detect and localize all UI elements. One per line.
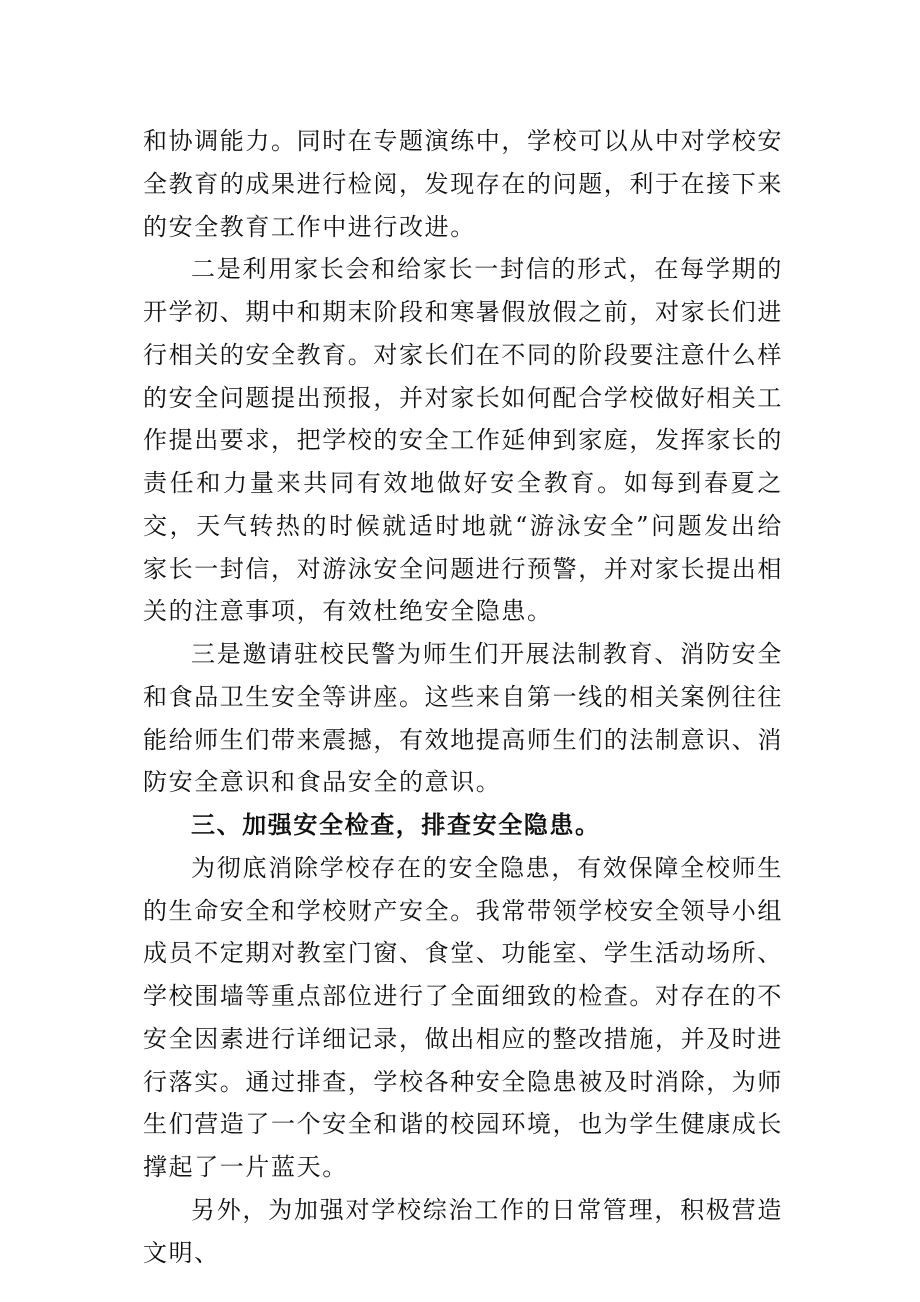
paragraph-additional: 另外，为加强对学校综治工作的日常管理，积极营造文明、 <box>143 1195 783 1267</box>
paragraph-parent-meeting: 二是利用家长会和给家长一封信的形式，在每学期的开学初、期中和期末阶段和寒暑假放假之前，对家长们进行相关的安全教育。对家长们在不同的阶段要注意什么样的安全问题提出预报，并对家长如何配合学校做好相关工作提出要求，把学校的安全工作延伸到家庭，发挥家长的责任和力量来共同有效地做好安全教育。如每到春夏之交，天气转热的时候就适时地就“游泳安全”问题发出给家长一封信，对游泳安全问题进行预警，并对家长提出相关的注意事项，有效杜绝安全隐患。 <box>143 255 783 626</box>
paragraph-police-lectures: 三是邀请驻校民警为师生们开展法制教育、消防安全和食品卫生安全等讲座。这些来自第一线的相关案例往往能给师生们带来震撼，有效地提高师生们的法制意识、消防安全意识和食品安全的意识。 <box>143 640 783 797</box>
document-body <box>143 120 783 1274</box>
paragraph-continuation: 和协调能力。同时在专题演练中，学校可以从中对学校安全教育的成果进行检阅，发现存在的问题，利于在接下来的安全教育工作中进行改进。 <box>143 127 783 241</box>
paragraph-safety-inspection: 为彻底消除学校存在的安全隐患，有效保障全校师生的生命安全和学校财产安全。我常带领学校安全领导小组成员不定期对教室门窗、食堂、功能室、学生活动场所、学校围墙等重点部位进行了全面细致的检查。对存在的不安全因素进行详细记录，做出相应的整改措施，并及时进行落实。通过排查，学校各种安全隐患被及时消除，为师生们营造了一个安全和谐的校园环境，也为学生健康成长撑起了一片蓝天。 <box>143 853 783 1181</box>
section-heading: 三、加强安全检查，排查安全隐患。 <box>191 810 601 839</box>
